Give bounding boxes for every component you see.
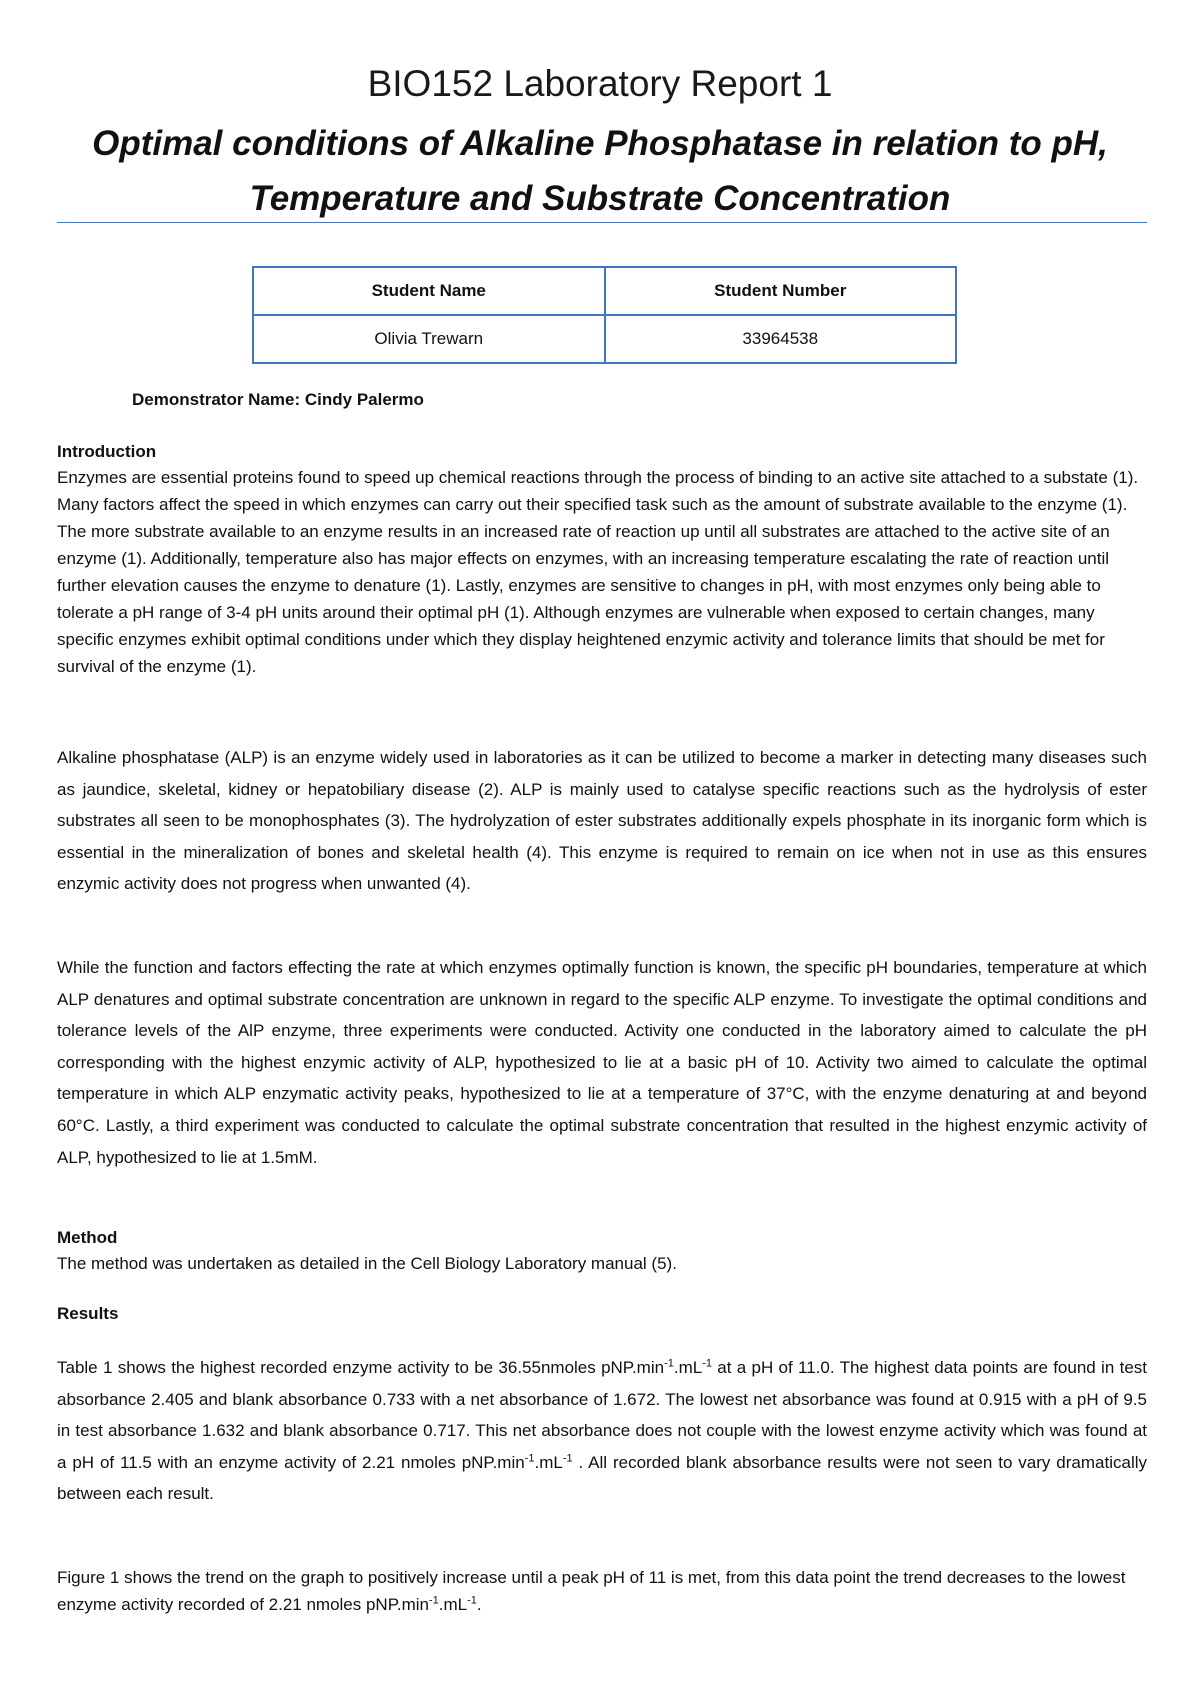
results-p1-sup-4: -1 — [562, 1452, 573, 1465]
results-p1-sup-1: -1 — [664, 1357, 674, 1370]
introduction-paragraph-2: Alkaline phosphatase (ALP) is an enzyme widely used in laboratories as it can be utilized to become a marker in detecting many diseases such as jaundice, skeletal, kidney or hepatobiliary disease (2). ALP is mainly used to catalyse specific reactions such as the hydrolysis of ester substrates all seen to be monophosphates (3). The hydrolyzation of ester substrates additionally expels phosphate in its inorganic form which is essential in the mineralization of bones and skeletal health (4). This enzyme is required to remain on ice when not in use as this ensures enzymic activity does not progress when unwanted (4). — [57, 748, 1147, 894]
method-section — [57, 1226, 1147, 1277]
introduction-section — [57, 440, 1147, 680]
results-paragraph-1-block — [57, 1352, 1147, 1510]
cell-student-name: Olivia Trewarn — [253, 315, 605, 363]
results-p2-text-c: . — [476, 1595, 482, 1614]
introduction-paragraph-2-block — [57, 742, 1147, 900]
title-divider — [57, 222, 1147, 223]
results-paragraph-2-block — [57, 1564, 1147, 1618]
results-p1-text-d: .mL — [534, 1452, 563, 1472]
results-section — [57, 1302, 1147, 1326]
results-p2-text-b: .mL — [438, 1595, 468, 1614]
cell-student-number: 33964538 — [605, 315, 957, 363]
results-p1-text-b: .mL — [673, 1358, 703, 1377]
method-heading: Method — [57, 1228, 118, 1247]
demonstrator-line — [132, 390, 424, 410]
introduction-paragraph-1: Enzymes are essential proteins found to speed up chemical reactions through the process of binding to an active site attached to a substate (1). Many factors affect the speed in which enzymes can carry out their specified task such as the amount of substrate available to the enzyme (1). The more substrate available to an enzyme results in an increased rate of reaction up until all substrates are attached to the active site of an enzyme (1). Additionally, temperature also has major effects on enzymes, with an increasing temperature escalating the rate of reaction until further elevation causes the enzyme to denature (1). Lastly, enzymes are sensitive to changes in pH, with most enzymes only being able to tolerate a pH range of 3-4 pH units around their optimal pH (1). Although enzymes are vulnerable when exposed to certain changes, many specific enzymes exhibit optimal conditions under which they display heightened enzymic activity and tolerance limits that should be met for survival of the enzyme (1). — [57, 468, 1139, 676]
results-paragraph-1 — [57, 1352, 1147, 1510]
results-p2-sup-2: -1 — [467, 1594, 477, 1607]
results-paragraph-2 — [57, 1564, 1147, 1618]
demonstrator-name: Cindy Palermo — [304, 390, 424, 409]
demonstrator-label: Demonstrator Name: — [132, 390, 301, 409]
method-paragraph: The method was undertaken as detailed in the Cell Biology Laboratory manual (5). — [57, 1254, 677, 1273]
results-p1-text-c: at a pH of 11.0. The highest data points are found in test absorbance 2.405 and blank absorbance 0.733 with a net absorbance of 1.672. The lowest net absorbance was found at 0.915 with a pH of 9.5 in test absorbance 1.632 and blank absorbance 0.717. This net absorbance does not couple with the lowest enzyme activity which was found at a pH of 11.5 with an enzyme activity of 2.21 nmoles pNP.min — [57, 1358, 1147, 1472]
results-p1-sup-2: -1 — [702, 1357, 712, 1370]
report-title: BIO152 Laboratory Report 1 — [367, 63, 833, 104]
report-subtitle: Optimal conditions of Alkaline Phosphatase in relation to pH, Temperature and Substrate Concentration — [92, 124, 1108, 218]
header-student-number: Student Number — [605, 267, 957, 315]
table-header-row — [253, 267, 956, 315]
introduction-paragraph-3: While the function and factors effecting the rate at which enzymes optimally function is known, the specific pH boundaries, temperature at which ALP denatures and optimal substrate concentration are unknown in regard to the specific ALP enzyme. To investigate the optimal conditions and tolerance levels of the AlP enzyme, three experiments were conducted. Activity one conducted in the laboratory aimed to calculate the pH corresponding with the highest enzymic activity of ALP, hypothesized to lie at a basic pH of 10. Activity two aimed to calculate the optimal temperature in which ALP enzymatic activity peaks, hypothesized to lie at a temperature of 37°C, with the enzyme denaturing at and beyond 60°C. Lastly, a third experiment was conducted to calculate the optimal substrate concentration that resulted in the highest enzymic activity of ALP, hypothesized to lie at 1.5mM. — [57, 958, 1147, 1167]
introduction-heading: Introduction — [57, 442, 157, 461]
header-student-name: Student Name — [253, 267, 605, 315]
results-heading: Results — [57, 1304, 119, 1323]
results-p2-sup-1: -1 — [428, 1594, 439, 1607]
introduction-paragraph-3-block — [57, 952, 1147, 1173]
results-p2-text-a: Figure 1 shows the trend on the graph to positively increase until a peak pH of 11 is met, from this data point the trend decreases to the lowest enzyme activity recorded of 2.21 nmoles pNP.min — [57, 1568, 1126, 1614]
table-row — [253, 315, 956, 363]
results-p1-sup-3: -1 — [524, 1452, 535, 1465]
results-p1-text-a: Table 1 shows the highest recorded enzyme activity to be 36.55nmoles pNP.min — [57, 1358, 665, 1377]
student-table — [252, 266, 957, 364]
results-p1-text-e: . All recorded blank absorbance results were not seen to vary dramatically between each result. — [57, 1452, 1147, 1504]
